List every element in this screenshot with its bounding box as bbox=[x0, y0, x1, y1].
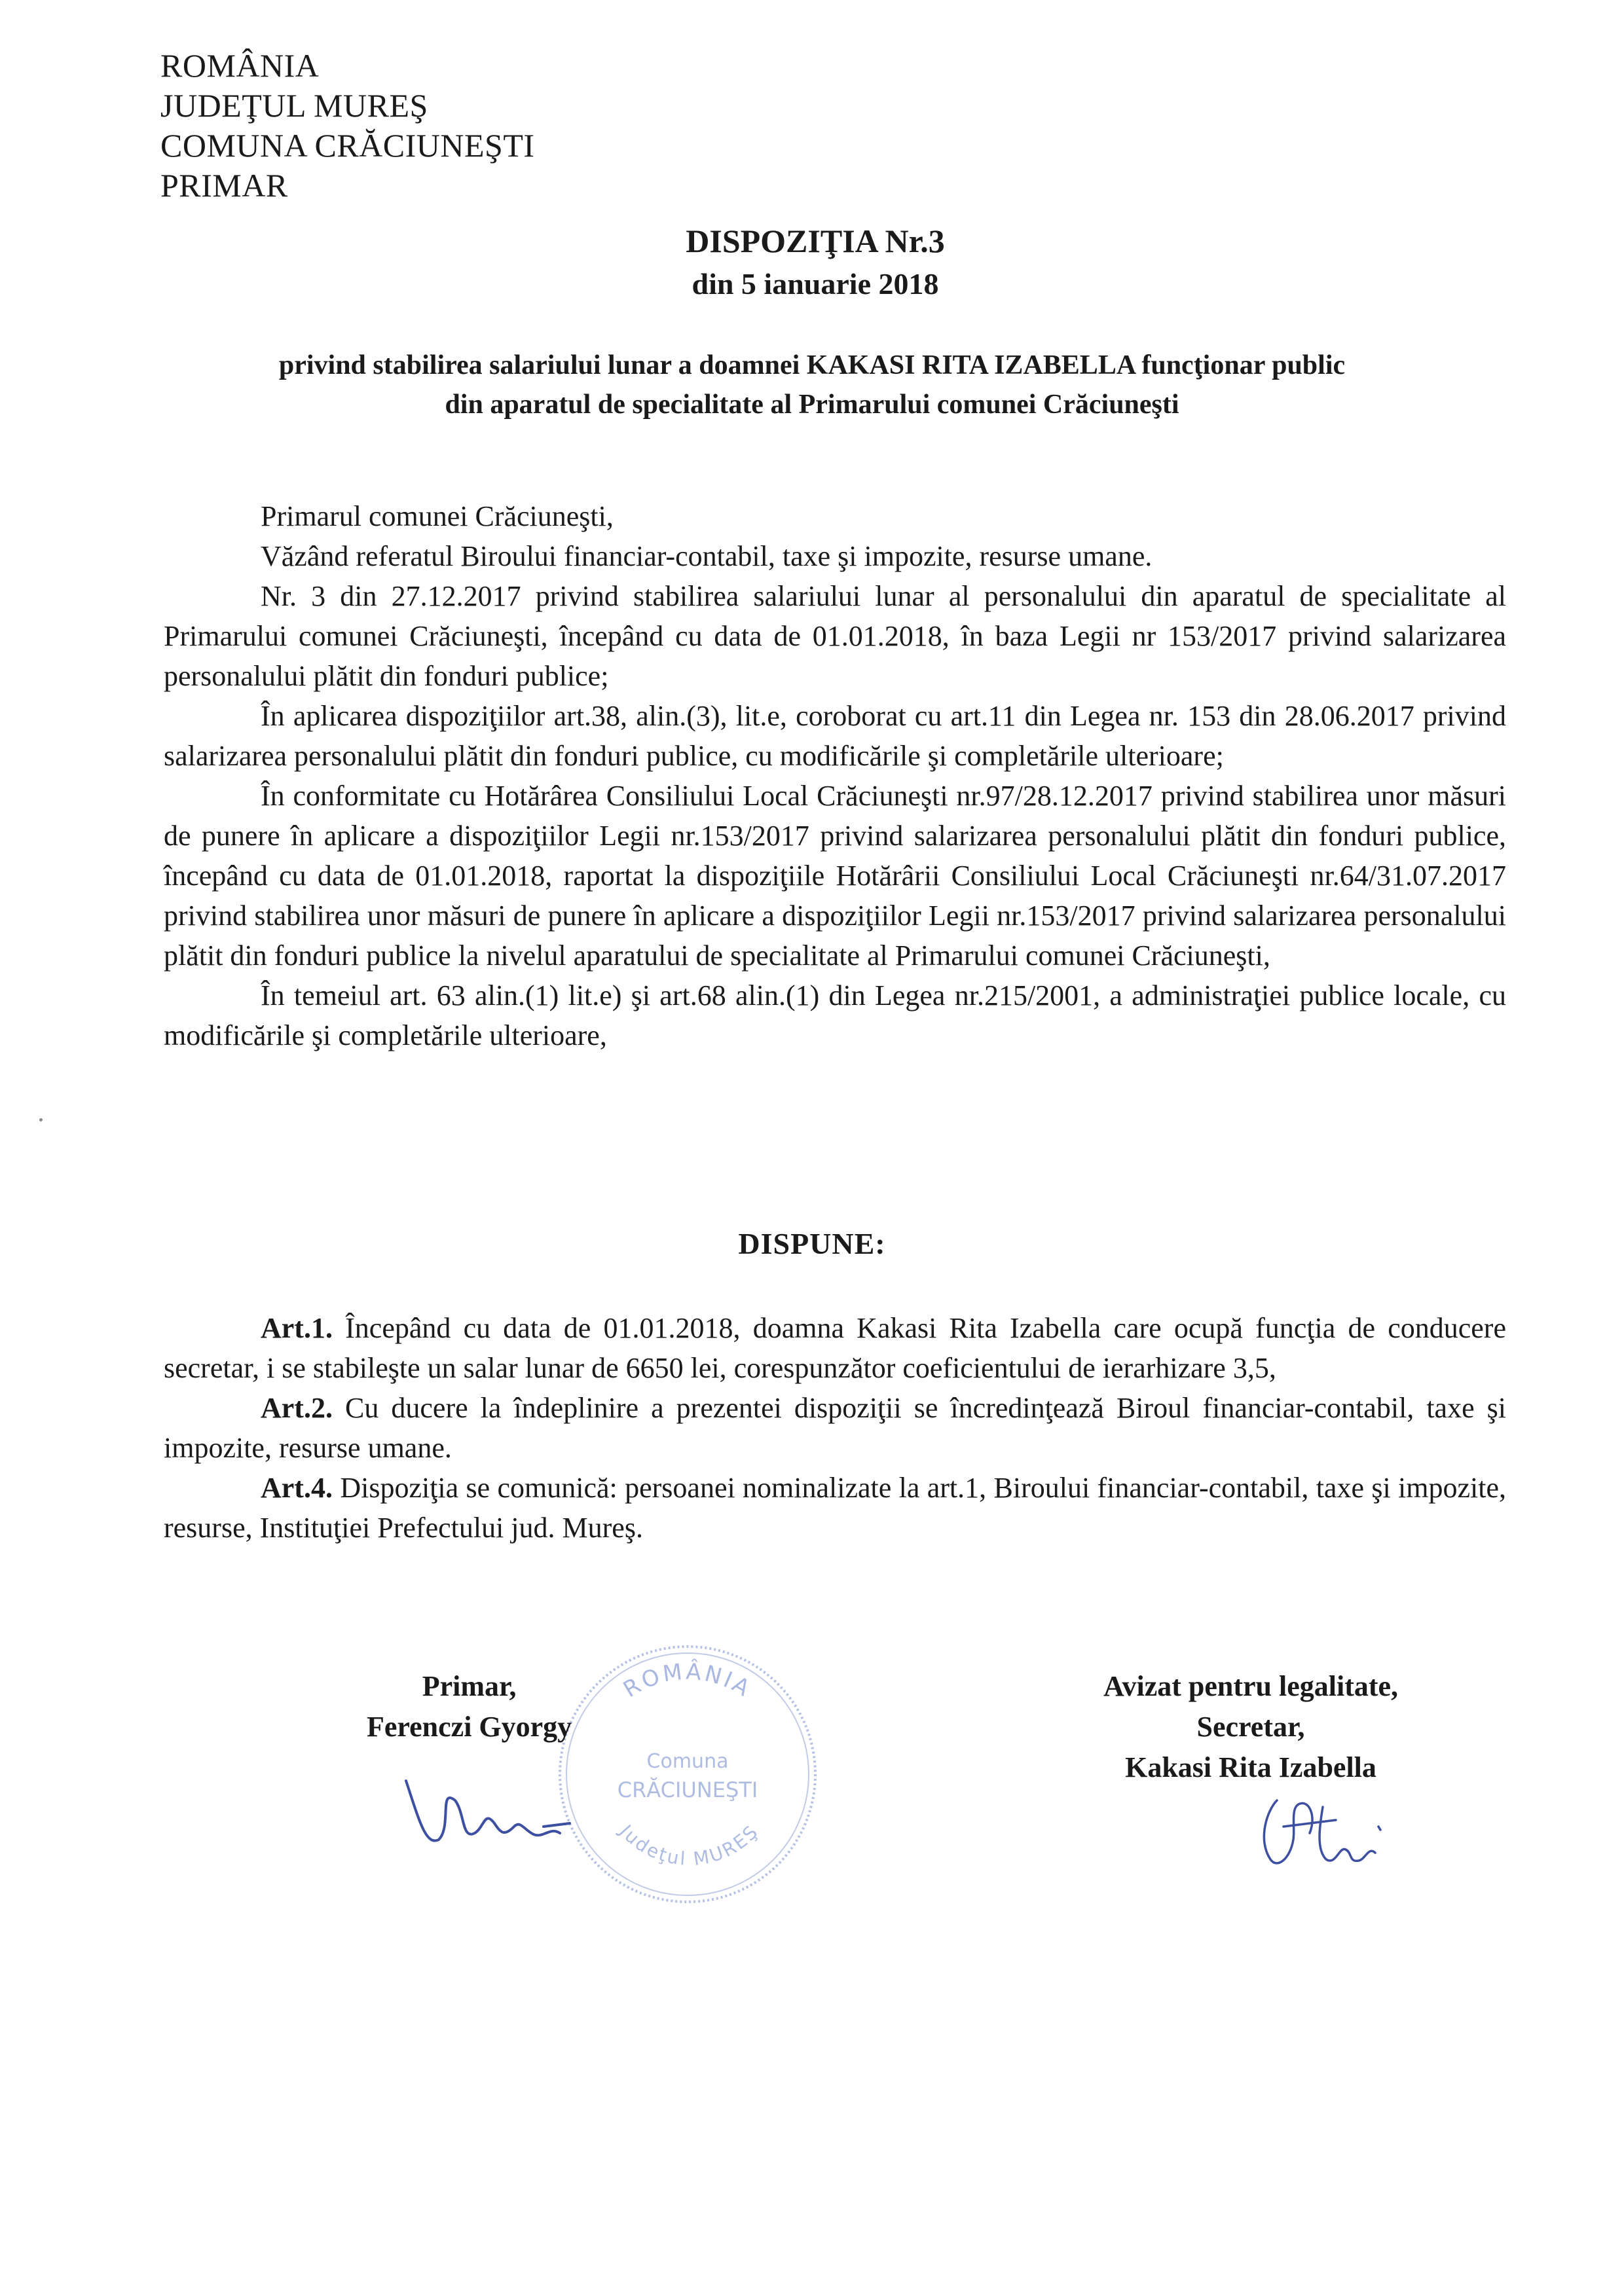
article-label: Art.4. bbox=[261, 1472, 333, 1504]
stamp-middle-text-1: Comuna bbox=[646, 1750, 729, 1773]
article-text: Dispoziţia se comunică: persoanei nominalizate la art.1, Biroului financiar-contabil, taxe şi impozite, resurse, Instituţiei Prefectului jud. Mureş. bbox=[164, 1472, 1506, 1544]
svg-text:Judeţul MUREŞ bbox=[614, 1819, 763, 1870]
header-office: PRIMAR bbox=[160, 167, 288, 204]
preamble-paragraph: În temeiul art. 63 alin.(1) lit.e) şi art.68 alin.(1) din Legea nr.215/2001, a administraţiei publice locale, cu modificările şi completările ulterioare, bbox=[164, 979, 1506, 1051]
disposition-number: DISPOZIŢIA Nr.3 bbox=[686, 223, 945, 259]
article-item bbox=[164, 1388, 1506, 1468]
mayor-role: Primar, bbox=[422, 1670, 517, 1702]
mayor-signature-block bbox=[367, 1666, 572, 1747]
disposition-date: din 5 ianuarie 2018 bbox=[692, 267, 939, 301]
header-commune: COMUNA CRĂCIUNEŞTI bbox=[160, 127, 535, 164]
article-text: Începând cu data de 01.01.2018, doamna Kakasi Rita Izabella care ocupă funcţia de conducere secretar, i se stabileşte un salar lunar de 6650 lei, corespunzător coeficientului de ierarhizare 3,5, bbox=[164, 1312, 1506, 1384]
header-county: JUDEŢUL MUREŞ bbox=[160, 87, 428, 124]
stamp-top-text: ROMÂNIA bbox=[619, 1658, 756, 1704]
preamble-paragraph: În aplicarea dispoziţiilor art.38, alin.(3), lit.e, coroborat cu art.11 din Legea nr. 153 din 28.06.2017 privind salarizarea personalului plătit din fonduri publice, cu modificările şi completările ulterioare; bbox=[164, 700, 1506, 772]
preamble-paragraph: În conformitate cu Hotărârea Consiliului Local Crăciuneşti nr.97/28.12.2017 privind stabilirea unor măsuri de punere în aplicare a dispoziţiilor Legii nr.153/2017 privind salarizarea personalului plătit din fonduri publice, începând cu data de 01.01.2018, raportat la dispoziţiile Hotărârii Consiliului Local Crăciuneşti nr.64/31.07.2017 privind stabilirea unor măsuri de punere în aplicare a dispoziţiilor Legii nr.153/2017 privind salarizarea personalului plătit din fonduri publice la nivelul aparatului de specialitate al Primarului comunei Crăciuneşti, bbox=[164, 780, 1506, 972]
secretary-signature-mark bbox=[1238, 1787, 1395, 1879]
article-text: Cu ducere la îndeplinire a prezentei dispoziţii se încredinţează Biroul financiar-contabil, taxe şi impozite, resurse umane. bbox=[164, 1392, 1506, 1464]
preamble bbox=[164, 496, 1506, 1055]
article-item bbox=[164, 1468, 1506, 1548]
scan-speck bbox=[39, 1118, 43, 1121]
secretary-name: Kakasi Rita Izabella bbox=[1125, 1751, 1376, 1783]
preamble-paragraph: Nr. 3 din 27.12.2017 privind stabilirea salariului lunar al personalului din aparatul de specialitate al Primarului comunei Crăciuneşti, începând cu data de 01.01.2018, în baza Legii nr 153/2017 privind salarizarea personalului plătit din fonduri publice; bbox=[164, 580, 1506, 692]
mayor-signature-mark bbox=[393, 1761, 589, 1859]
document-title bbox=[0, 219, 1624, 306]
header-country: ROMÂNIA bbox=[160, 47, 320, 84]
dispune-heading: DISPUNE: bbox=[738, 1227, 886, 1260]
document-subject bbox=[131, 346, 1493, 424]
stamp-middle-text-2: CRĂCIUNEŞTI bbox=[617, 1777, 758, 1802]
stamp-bottom-text: Judeţul MUREŞ bbox=[615, 1820, 764, 1870]
legality-approval: Avizat pentru legalitate, bbox=[1103, 1670, 1399, 1702]
issuer-header bbox=[160, 46, 535, 206]
secretary-role: Secretar, bbox=[1196, 1711, 1305, 1743]
mayor-name: Ferenczi Gyorgy bbox=[367, 1711, 572, 1743]
svg-text:ROMÂNIA bbox=[619, 1658, 756, 1703]
article-label: Art.1. bbox=[261, 1312, 333, 1344]
articles-list bbox=[164, 1308, 1506, 1548]
preamble-paragraph: Primarul comunei Crăciuneşti, bbox=[261, 500, 614, 532]
article-label: Art.2. bbox=[261, 1392, 333, 1424]
subject-line-2: din aparatul de specialitate al Primarului comunei Crăciuneşti bbox=[445, 390, 1179, 420]
subject-line-1: privind stabilirea salariului lunar a doamnei KAKASI RITA IZABELLA funcţionar public bbox=[278, 350, 1346, 380]
secretary-signature-block bbox=[1048, 1666, 1454, 1788]
article-item bbox=[164, 1308, 1506, 1388]
preamble-paragraph: Văzând referatul Biroului financiar-contabil, taxe şi impozite, resurse umane. bbox=[261, 540, 1153, 572]
